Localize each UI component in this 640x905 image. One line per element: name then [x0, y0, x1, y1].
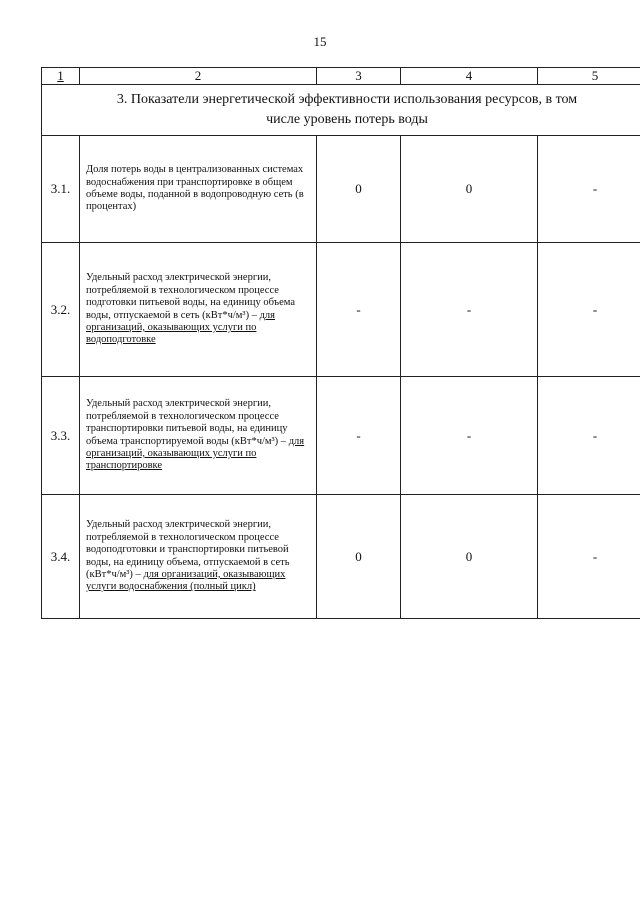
column-number-5: 5 — [538, 68, 640, 85]
column-number-3: 3 — [317, 68, 401, 85]
row-number: 3.2. — [42, 243, 80, 377]
row-value-col4: 0 — [401, 136, 538, 243]
row-description — [80, 136, 317, 243]
row-value-col5: - — [538, 243, 640, 377]
table-row — [42, 377, 640, 495]
row-description-underlined: для организаций, оказывающих услуги по водоподготовке — [86, 309, 275, 346]
row-description-text: Удельный расход электрической энергии, потребляемой в технологическом процессе водоподготовки и транспортировки питьевой воды, на единицу объема, отпускаемой в сеть (кВт*ч/м³) – — [86, 519, 290, 580]
row-description-text: Доля потерь воды в централизованных системах водоснабжения при транспортировке в общем объеме воды, поданной в водопроводную сеть (в процентах) — [86, 164, 304, 213]
column-number-1: 1 — [42, 68, 80, 85]
row-description-underlined: для организаций, оказывающих услуги по транспортировке — [86, 435, 305, 472]
page-number: 15 — [313, 34, 327, 49]
row-value-col3: - — [317, 377, 401, 495]
row-description-text: Удельный расход электрической энергии, потребляемой в технологическом процессе транспортировки питьевой воды, на единицу объема транспортируемой воды (кВт*ч/м³) – — [86, 398, 289, 447]
row-value-col5: - — [538, 377, 640, 495]
row-value-col4: - — [401, 377, 538, 495]
row-value-col4: 0 — [401, 495, 538, 619]
row-value-col5: - — [538, 495, 640, 619]
row-number: 3.1. — [42, 136, 80, 243]
section-title — [42, 85, 640, 136]
row-value-col3: - — [317, 243, 401, 377]
indicators-table — [41, 67, 640, 619]
row-description — [80, 243, 317, 377]
row-number: 3.3. — [42, 377, 80, 495]
column-number-row — [42, 68, 640, 85]
section-title-line1: 3. Показатели энергетической эффективности использования ресурсов, в том — [116, 92, 578, 107]
row-value-col3: 0 — [317, 495, 401, 619]
row-value-col4: - — [401, 243, 538, 377]
row-value-col3: 0 — [317, 136, 401, 243]
row-description — [80, 377, 317, 495]
section-title-row — [42, 85, 640, 136]
row-description-underlined: для организаций, оказывающих услуги водоснабжения (полный цикл) — [86, 568, 286, 593]
row-description-text: Удельный расход электрической энергии, потребляемой в технологическом процессе подготовки питьевой воды, на единицу объема воды, отпускаемой в сеть (кВт*ч/м³) – — [86, 272, 295, 321]
row-description — [80, 495, 317, 619]
column-number-4: 4 — [401, 68, 538, 85]
row-value-col5: - — [538, 136, 640, 243]
section-title-line2: числе уровень потерь воды — [266, 112, 428, 127]
table-row — [42, 495, 640, 619]
column-number-2: 2 — [80, 68, 317, 85]
row-number: 3.4. — [42, 495, 80, 619]
table-row — [42, 136, 640, 243]
table-row — [42, 243, 640, 377]
